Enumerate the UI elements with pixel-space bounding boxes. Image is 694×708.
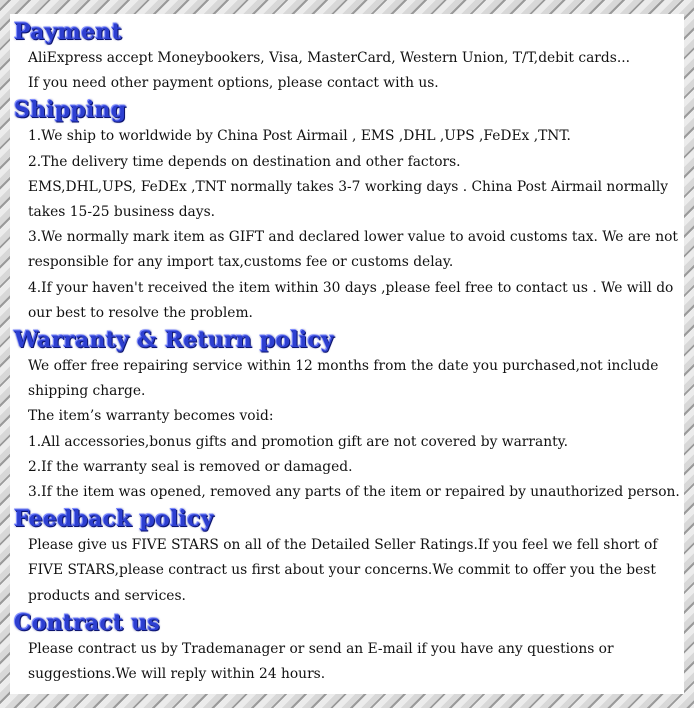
warranty-line: The item’s warranty becomes void: — [28, 408, 274, 425]
feedback-line: FIVE STARS,please contract us first about your concerns.We commit to offer you the best — [28, 562, 656, 579]
contact-line: Please contract us by Trademanager or send an E-mail if you have any questions or — [28, 640, 614, 657]
shipping-line: 4.If your haven't received the item within 30 days ,please feel free to contact us . We will do — [28, 279, 674, 296]
feedback-line: Please give us FIVE STARS on all of the Detailed Seller Ratings.If you feel we fell short of — [28, 537, 658, 554]
shipping-line: 2.The delivery time depends on destination and other factors. — [28, 153, 461, 170]
warranty-line: 1.All accessories,bonus gifts and promotion gift are not covered by warranty. — [28, 433, 568, 450]
shipping-line: responsible for any import tax,customs fee or customs delay. — [28, 254, 454, 271]
feedback-section — [10, 505, 684, 609]
shipping-line: 3.We normally mark item as GIFT and declared lower value to avoid customs tax. We are not — [28, 229, 678, 246]
shipping-line: 1.We ship to worldwide by China Post Airmail , EMS ,DHL ,UPS ,FeDEx ,TNT. — [28, 128, 571, 145]
shipping-heading: Shipping — [14, 97, 127, 124]
contact-line: suggestions.We will reply within 24 hours. — [28, 666, 326, 683]
payment-line: AliExpress accept Moneybookers, Visa, MasterCard, Western Union, T/T,debit cards... — [28, 50, 630, 66]
contact-heading: Contract us — [14, 609, 160, 636]
feedback-line: products and services. — [28, 587, 186, 604]
payment-section — [10, 18, 684, 96]
shipping-line: our best to resolve the problem. — [28, 304, 253, 321]
warranty-line: 3.If the item was opened, removed any parts of the item or repaired by unauthorized person. — [28, 484, 680, 501]
warranty-line: shipping charge. — [28, 383, 146, 400]
contact-section — [10, 609, 684, 687]
feedback-heading: Feedback policy — [14, 506, 214, 533]
payment-heading: Payment — [14, 19, 122, 45]
warranty-line: We offer free repairing service within 12 months from the date you purchased,not include — [28, 358, 659, 375]
shipping-section — [10, 96, 684, 326]
warranty-line: 2.If the warranty seal is removed or damaged. — [28, 458, 353, 475]
warranty-section — [10, 326, 684, 505]
policy-panel — [10, 14, 684, 694]
shipping-line: takes 15-25 business days. — [28, 204, 216, 221]
warranty-heading: Warranty & Return policy — [14, 327, 335, 354]
payment-line: If you need other payment options, please contact with us. — [28, 75, 439, 92]
shipping-line: EMS,DHL,UPS, FeDEx ,TNT normally takes 3-7 working days . China Post Airmail normally — [28, 178, 669, 195]
